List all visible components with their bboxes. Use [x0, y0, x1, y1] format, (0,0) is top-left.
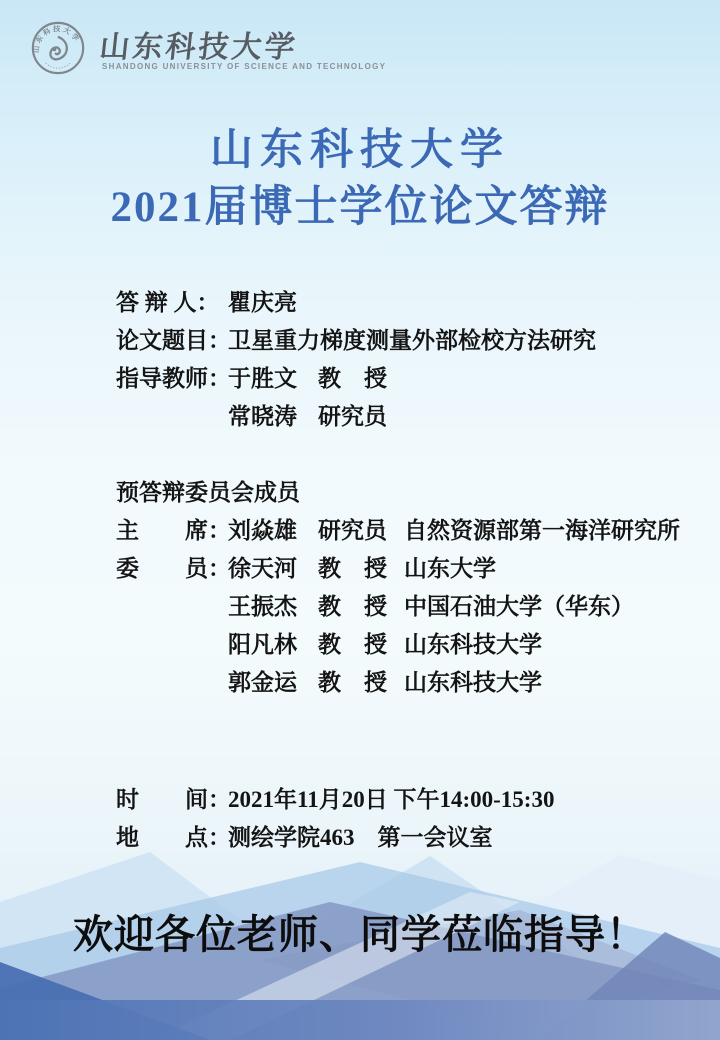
supervisor-title: 研究员: [318, 403, 387, 429]
member-name: 王振杰: [228, 593, 297, 619]
poster-title-line1: 山东科技大学: [210, 127, 510, 174]
member-name: 郭金运: [228, 669, 297, 695]
supervisor-row-2: [0, 395, 720, 433]
time-label: 时 间：: [116, 786, 231, 812]
member-label: 委 员：: [116, 555, 231, 581]
candidate-label: 答 辩 人：: [116, 289, 220, 315]
committee-member-row: [0, 585, 720, 623]
thesis-title-row: [0, 319, 720, 357]
committee-member-row: [0, 661, 720, 699]
chair-title: 研究员: [318, 517, 387, 543]
member-title: 教 授: [318, 593, 387, 619]
poster-title: [0, 122, 720, 236]
member-organization: 山东科技大学: [404, 631, 542, 657]
committee-section: [0, 471, 720, 699]
supervisor-title: 教 授: [318, 365, 387, 391]
supervisor-name: 常晓涛: [228, 403, 297, 429]
university-name-english: SHANDONG UNIVERSITY OF SCIENCE AND TECHNOLOGY: [102, 62, 387, 71]
place-value: 测绘学院463 第一会议室: [228, 824, 493, 850]
thesis-title-label: 论文题目：: [116, 327, 231, 353]
committee-chair-row: [0, 509, 720, 547]
committee-member-row: [0, 547, 720, 585]
member-title: 教 授: [318, 555, 387, 581]
candidate-row: [0, 281, 720, 319]
committee-heading-row: [0, 471, 720, 509]
supervisor-label: 指导教师：: [116, 365, 231, 391]
thesis-title-value: 卫星重力梯度测量外部检校方法研究: [228, 327, 596, 353]
committee-member-row: [0, 623, 720, 661]
time-value: 2021年11月20日 下午14:00-15:30: [228, 786, 555, 812]
member-name: 徐天河: [228, 555, 297, 581]
member-organization: 中国石油大学（华东）: [404, 593, 634, 619]
chair-name: 刘焱雄: [228, 517, 297, 543]
defense-info-section: [0, 281, 720, 433]
member-name: 阳凡林: [228, 631, 297, 657]
poster-title-line2: 2021届博士学位论文答辩: [110, 184, 610, 231]
candidate-name: 瞿庆亮: [228, 289, 297, 315]
supervisor-name: 于胜文: [228, 365, 297, 391]
welcome-banner: 欢迎各位老师、同学莅临指导！: [73, 912, 647, 957]
member-organization: 山东科技大学: [404, 669, 542, 695]
place-label: 地 点：: [116, 824, 231, 850]
member-organization: 山东大学: [404, 555, 496, 581]
chair-organization: 自然资源部第一海洋研究所: [404, 517, 680, 543]
supervisor-row-1: [0, 357, 720, 395]
time-row: [0, 778, 720, 816]
university-seal-icon: [30, 20, 86, 76]
member-title: 教 授: [318, 631, 387, 657]
committee-heading: 预答辩委员会成员: [116, 479, 300, 505]
university-name-calligraphy: 山东科技大学: [97, 31, 300, 64]
svg-text:山东科技大学: 山东科技大学: [32, 25, 82, 54]
member-title: 教 授: [318, 669, 387, 695]
seal-leaf-icon: [50, 37, 66, 59]
chair-label: 主 席：: [116, 517, 231, 543]
